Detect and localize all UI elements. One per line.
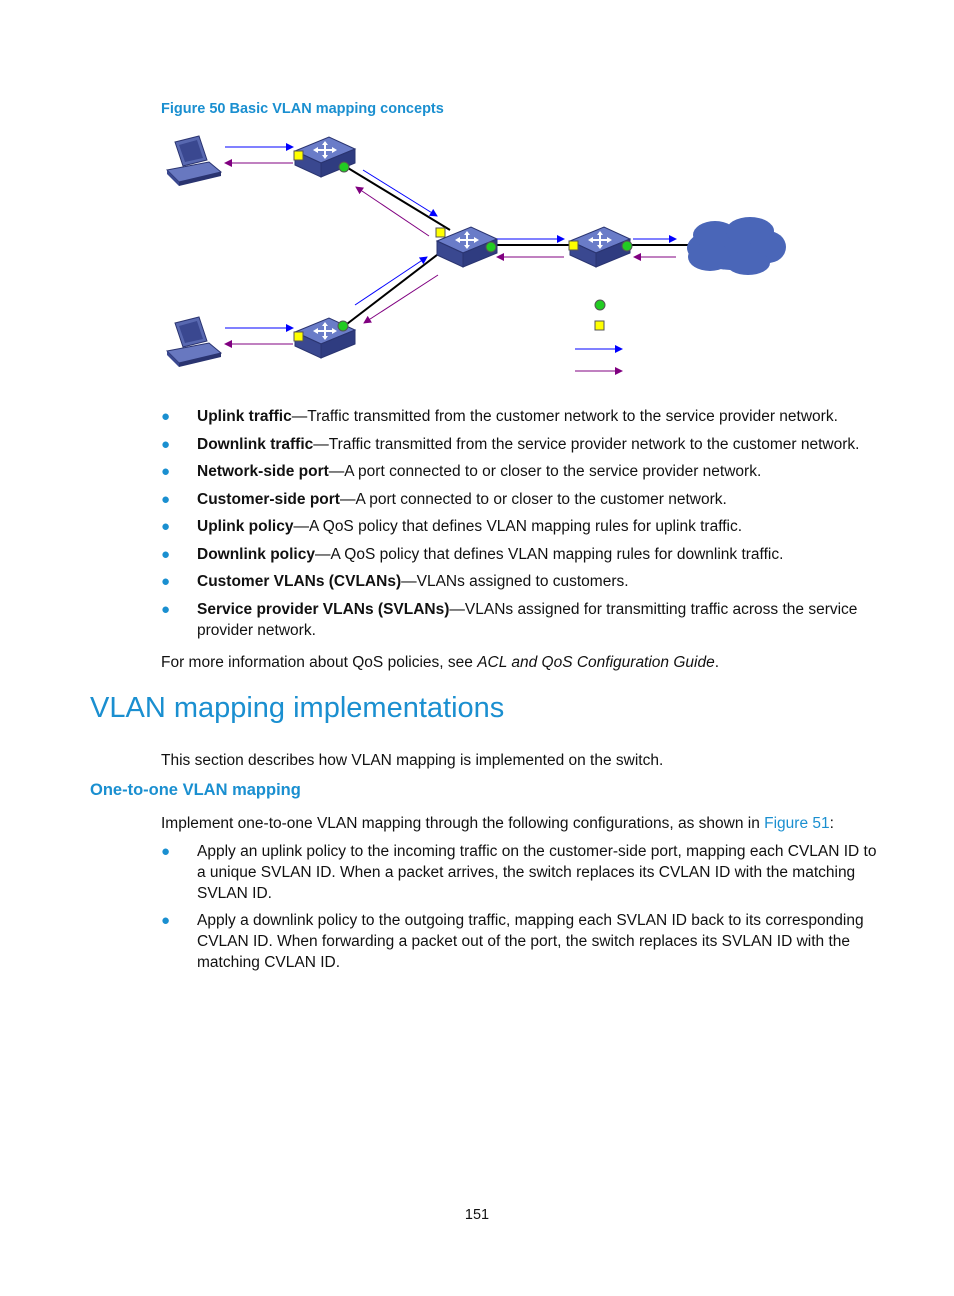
figure-caption: Figure 50 Basic VLAN mapping concepts bbox=[161, 101, 444, 117]
list-item: ● Customer-side port—A port connected to or closer to the customer network. bbox=[161, 490, 727, 508]
term-definitions-list bbox=[161, 406, 881, 647]
section-title: VLAN mapping implementations bbox=[90, 692, 505, 724]
subsection-intro: Implement one-to-one VLAN mapping through the following configurations, as shown in Figure 51: bbox=[161, 815, 834, 832]
list-item: ● Apply a downlink policy to the outgoing traffic, mapping each SVLAN ID back to its corresponding CVLAN ID. When forwarding a packet out of the port, the switch replaces its SVLAN ID with the matching CVLAN ID. bbox=[161, 912, 864, 971]
more-info-paragraph: For more information about QoS policies, see ACL and QoS Configuration Guide. bbox=[161, 654, 720, 671]
pc-top-icon bbox=[167, 136, 221, 186]
vlan-mapping-diagram bbox=[150, 125, 800, 385]
list-item: ● Service provider VLANs (SVLANs)—VLANs assigned for transmitting traffic across the service provider network. bbox=[161, 600, 858, 639]
section-intro: This section describes how VLAN mapping is implemented on the switch. bbox=[161, 752, 664, 769]
switch-right-icon bbox=[570, 227, 630, 267]
list-item: ● Uplink policy—A QoS policy that defines VLAN mapping rules for uplink traffic. bbox=[161, 518, 743, 535]
list-item: ● Apply an uplink policy to the incoming traffic on the customer-side port, mapping each CVLAN ID to a unique SVLAN ID. When a packet arrives, the switch replaces its CVLAN ID with the matching SVLAN ID. bbox=[161, 843, 877, 902]
subsection-title: One-to-one VLAN mapping bbox=[90, 781, 301, 799]
cloud-icon bbox=[687, 217, 786, 275]
page-number: 151 bbox=[464, 1207, 490, 1223]
pc-bottom-icon bbox=[167, 317, 221, 367]
list-item: ● Downlink traffic—Traffic transmitted from the service provider network to the customer network. bbox=[161, 435, 860, 453]
list-item: ● Uplink traffic—Traffic transmitted from the customer network to the service provider network. bbox=[161, 408, 838, 425]
guide-title: ACL and QoS Configuration Guide bbox=[477, 654, 715, 671]
diagram-legend bbox=[575, 300, 622, 371]
list-item: ● Downlink policy—A QoS policy that defines VLAN mapping rules for downlink traffic. bbox=[161, 545, 784, 563]
list-item: ● Customer VLANs (CVLANs)—VLANs assigned to customers. bbox=[161, 573, 629, 590]
figure-51-link[interactable]: Figure 51 bbox=[764, 815, 830, 832]
configuration-list bbox=[161, 841, 881, 979]
list-item: ● Network-side port—A port connected to or closer to the service provider network. bbox=[161, 463, 762, 480]
